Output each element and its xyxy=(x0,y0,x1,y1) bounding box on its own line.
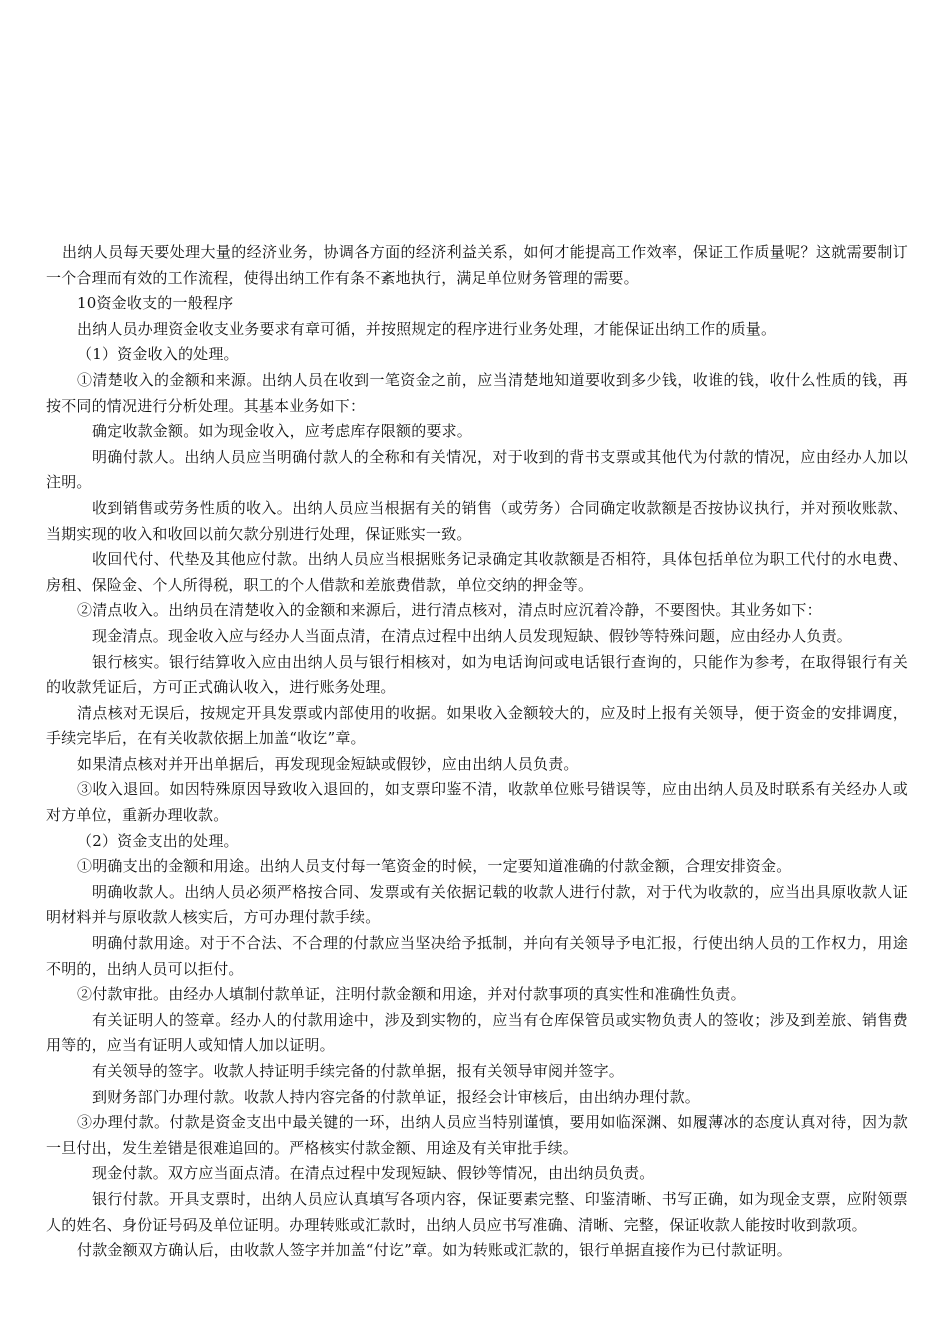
paragraph: 有关证明人的签章。经办人的付款用途中，涉及到实物的，应当有仓库保管员或实物负责人的签收；涉及到差旅、销售费用等的，应当有证明人或知情人加以证明。 xyxy=(46,1010,908,1055)
paragraph: ②付款审批。由经办人填制付款单证，注明付款金额和用途，并对付款事项的真实性和准确性负责。 xyxy=(77,985,746,1004)
subsection-heading: （2）资金支出的处理。 xyxy=(77,831,239,850)
paragraph: ①清楚收入的金额和来源。出纳人员在收到一笔资金之前，应当清楚地知道要收到多少钱，收谁的钱，收什么性质的钱，再按不同的情况进行分析处理。其基本业务如下： xyxy=(46,370,908,415)
section-heading: 10资金收支的一般程序 xyxy=(77,294,234,313)
paragraph: ②清点收入。出纳员在清楚收入的金额和来源后，进行清点核对，清点时应沉着冷静，不要图快。其业务如下： xyxy=(77,601,822,620)
subsection-heading: （1）资金收入的处理。 xyxy=(77,345,239,364)
paragraph: 明确收款人。出纳人员必须严格按合同、发票或有关依据记载的收款人进行付款，对于代为收款的，应当出具原收款人证明材料并与原收款人核实后，方可办理付款手续。 xyxy=(46,882,908,927)
paragraph: ①明确支出的金额和用途。出纳人员支付每一笔资金的时候，一定要知道准确的付款金额，合理安排资金。 xyxy=(77,857,792,876)
paragraph: ③办理付款。付款是资金支出中最关键的一环，出纳人员应当特别谨慎，要用如临深渊、如履薄冰的态度认真对待，因为款一旦付出，发生差错是很难追回的。严格核实付款金额、用途及有关审批手续。 xyxy=(46,1113,908,1157)
paragraph: 出纳人员每天要处理大量的经济业务，协调各方面的经济利益关系，如何才能提高工作效率，保证工作质量呢？这就需要制订一个合理而有效的工作流程，使得出纳工作有条不紊地执行，满足单位财务管理的需要。 xyxy=(46,243,908,287)
document-body xyxy=(46,240,908,1264)
paragraph: ③收入退回。如因特殊原因导致收入退回的，如支票印鉴不清，收款单位账号错误等，应由出纳人员及时联系有关经办人或对方单位，重新办理收款。 xyxy=(46,780,908,825)
paragraph: 现金付款。双方应当面点清。在清点过程中发现短缺、假钞等情况，由出纳员负责。 xyxy=(92,1164,655,1183)
paragraph: 银行核实。银行结算收入应由出纳人员与银行相核对，如为电话询问或电话银行查询的，只能作为参考，在取得银行有关的收款凭证后，方可正式确认收入，进行账务处理。 xyxy=(46,652,908,697)
paragraph: 银行付款。开具支票时，出纳人员应认真填写各项内容，保证要素完整、印鉴清晰、书写正确，如为现金支票，应附领票人的姓名、身份证号码及单位证明。办理转账或汇款时，出纳人员应书写准确、清晰、完整，保证收款人能按时收到款项。 xyxy=(46,1189,908,1234)
paragraph: 有关领导的签字。收款人持证明手续完备的付款单据，报有关领导审阅并签字。 xyxy=(92,1062,625,1080)
paragraph: 到财务部门办理付款。收款人持内容完备的付款单证，报经会计审核后，由出纳办理付款。 xyxy=(92,1087,701,1106)
paragraph: 如果清点核对并开出单据后，再发现现金短缺或假钞，应由出纳人员负责。 xyxy=(77,754,579,773)
paragraph: 清点核对无误后，按规定开具发票或内部使用的收据。如果收入金额较大的，应及时上报有关领导，便于资金的安排调度，手续完毕后，在有关收款依据上加盖“收讫”章。 xyxy=(46,703,908,748)
paragraph: 现金清点。现金收入应与经办人当面点清，在清点过程中出纳人员发现短缺、假钞等特殊问题，应由经办人负责。 xyxy=(92,626,853,645)
paragraph: 收到销售或劳务性质的收入。出纳人员应当根据有关的销售（或劳务）合同确定收款额是否按协议执行，并对预收账款、当期实现的收入和收回以前欠款分别进行处理，保证账实一致。 xyxy=(46,498,908,543)
paragraph: 出纳人员办理资金收支业务要求有章可循，并按照规定的程序进行业务处理，才能保证出纳工作的质量。 xyxy=(77,319,777,338)
paragraph: 确定收款金额。如为现金收入，应考虑库存限额的要求。 xyxy=(92,422,473,441)
paragraph: 明确付款人。出纳人员应当明确付款人的全称和有关情况，对于收到的背书支票或其他代为付款的情况，应由经办人加以注明。 xyxy=(46,447,908,492)
paragraph: 收回代付、代垫及其他应付款。出纳人员应当根据账务记录确定其收款额是否相符，具体包括单位为职工代付的水电费、房租、保险金、个人所得税，职工的个人借款和差旅费借款，单位交纳的押金等。 xyxy=(46,550,908,594)
paragraph: 明确付款用途。对于不合法、不合理的付款应当坚决给予抵制，并向有关领导予电汇报，行使出纳人员的工作权力，用途不明的，出纳人员可以拒付。 xyxy=(46,934,908,978)
paragraph: 付款金额双方确认后，由收款人签字并加盖“付讫”章。如为转账或汇款的，银行单据直接作为已付款证明。 xyxy=(77,1241,792,1260)
